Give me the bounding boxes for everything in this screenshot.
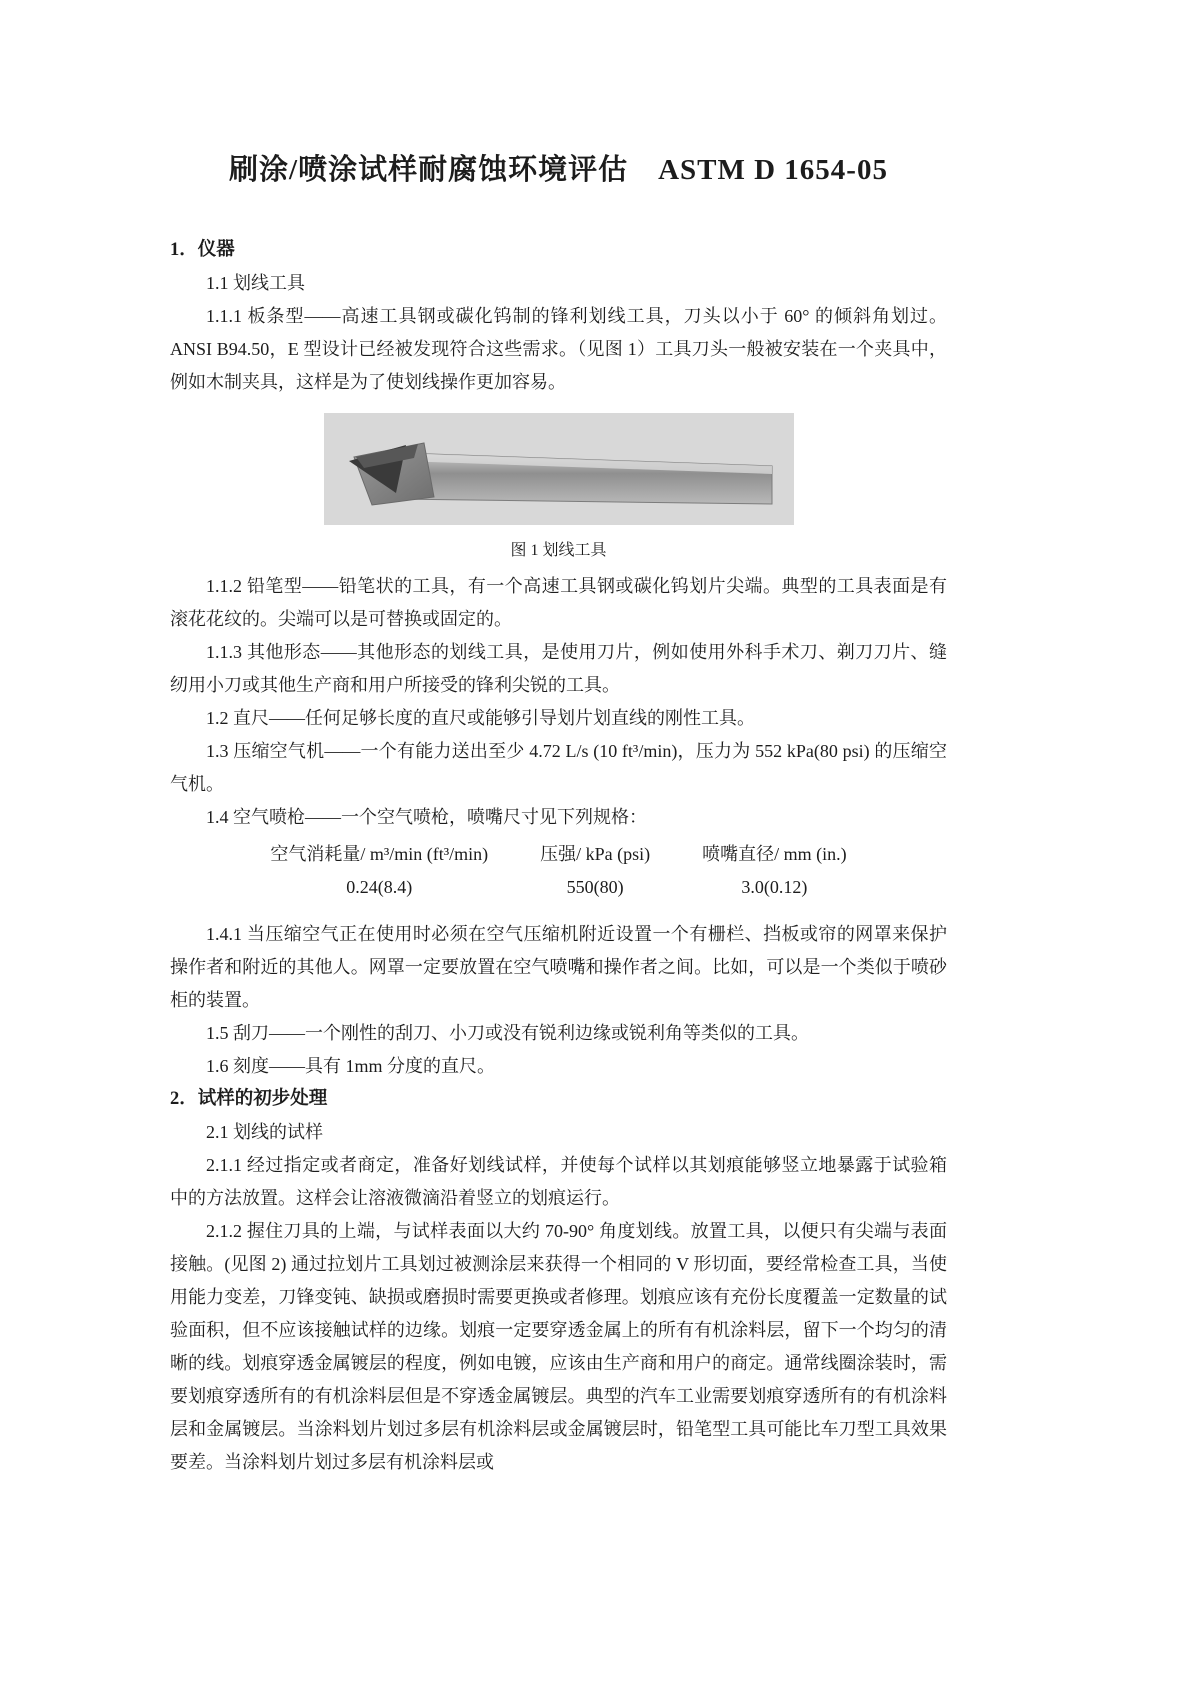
para-1-1-1: 1.1.1 板条型——高速工具钢或碳化钨制的锋利划线工具，刀头以小于 60° 的倾斜角划过。ANSI B94.50，E 型设计已经被发现符合这些需求。（见图 1）工具刀头一般被安装在一个夹具中，例如木制夹具，这样是为了使划线操作更加容易。 bbox=[170, 306, 947, 392]
figure-1 bbox=[170, 413, 947, 564]
para-1-1-3: 1.1.3 其他形态——其他形态的划线工具，是使用刀片，例如使用外科手术刀、剃刀刀片、缝纫用小刀或其他生产商和用户所接受的锋利尖锐的工具。 bbox=[170, 642, 947, 695]
spray-gun-spec-table bbox=[170, 838, 947, 904]
scribing-tool-drawing bbox=[324, 413, 794, 525]
spec-col-air-consumption bbox=[270, 838, 488, 904]
section-2-heading: 2．试样的初步处理 bbox=[170, 1089, 328, 1109]
spec-value-pressure: 550(80) bbox=[566, 877, 624, 897]
para-2-1-1: 2.1.1 经过指定或者商定，准备好划线试样，并使每个试样以其划痕能够竖立地暴露于试验箱中的方法放置。这样会让溶液微滴沿着竖立的划痕运行。 bbox=[170, 1155, 947, 1208]
para-1-5: 1.5 刮刀——一个刚性的刮刀、小刀或没有锐利边缘或锐利角等类似的工具。 bbox=[206, 1023, 809, 1043]
para-1-4-1: 1.4.1 当压缩空气正在使用时必须在空气压缩机附近设置一个有栅栏、挡板或帘的网罩来保护操作者和附近的其他人。网罩一定要放置在空气喷嘴和操作者之间。比如，可以是一个类似于喷砂柜的装置。 bbox=[170, 924, 947, 1010]
para-1-1-2: 1.1.2 铅笔型——铅笔状的工具，有一个高速工具钢或碳化钨划片尖端。典型的工具表面是有滚花花纹的。尖端可以是可替换或固定的。 bbox=[170, 576, 947, 629]
para-1-3: 1.3 压缩空气机——一个有能力送出至少 4.72 L/s (10 ft³/min)，压力为 552 kPa(80 psi) 的压缩空气机。 bbox=[170, 741, 947, 794]
spec-col-nozzle-diameter bbox=[702, 838, 847, 904]
para-1-6: 1.6 刻度——具有 1mm 分度的直尺。 bbox=[206, 1056, 496, 1076]
para-2-1-2: 2.1.2 握住刀具的上端，与试样表面以大约 70-90° 角度划线。放置工具，以便只有尖端与表面接触。(见图 2) 通过拉划片工具划过被测涂层来获得一个相同的 V 形切面，要经常检查工具，当使用能力变差，刀锋变钝、缺损或磨损时需要更换或者修理。划痕应该有充份长度覆盖一定数量的试验面积，但不应该接触试样的边缘。划痕一定要穿透金属上的所有有机涂料层，留下一个均匀的清晰的线。划痕穿透金属镀层的程度，例如电镀，应该由生产商和用户的商定。通常线圈涂装时，需要划痕穿透所有的有机涂料层但是不穿透金属镀层。典型的汽车工业需要划痕穿透所有的有机涂料层和金属镀层。当涂料划片划过多层有机涂料层或金属镀层时，铅笔型工具可能比车刀型工具效果要差。当涂料划片划过多层有机涂料层或 bbox=[170, 1221, 947, 1472]
spec-header-air-consumption: 空气消耗量/ m³/min (ft³/min) bbox=[270, 844, 489, 864]
figure-1-caption: 图 1 划线工具 bbox=[510, 542, 607, 559]
para-1-2: 1.2 直尺——任何足够长度的直尺或能够引导划片划直线的刚性工具。 bbox=[206, 708, 755, 728]
spec-header-nozzle-diameter: 喷嘴直径/ mm (in.) bbox=[702, 844, 847, 864]
section-1-heading: 1．仪器 bbox=[170, 240, 235, 260]
spec-header-pressure: 压强/ kPa (psi) bbox=[540, 844, 651, 864]
para-1-1: 1.1 划线工具 bbox=[206, 273, 305, 293]
spec-value-nozzle-diameter: 3.0(0.12) bbox=[741, 877, 808, 897]
para-1-4: 1.4 空气喷枪——一个空气喷枪，喷嘴尺寸见下列规格： bbox=[206, 807, 647, 827]
document-title: 刷涂/喷涂试样耐腐蚀环境评估 ASTM D 1654-05 bbox=[229, 154, 888, 186]
spec-value-air-consumption: 0.24(8.4) bbox=[346, 877, 413, 897]
scribing-tool-image bbox=[324, 413, 794, 525]
spec-col-pressure bbox=[540, 838, 650, 904]
para-2-1: 2.1 划线的试样 bbox=[206, 1122, 323, 1142]
